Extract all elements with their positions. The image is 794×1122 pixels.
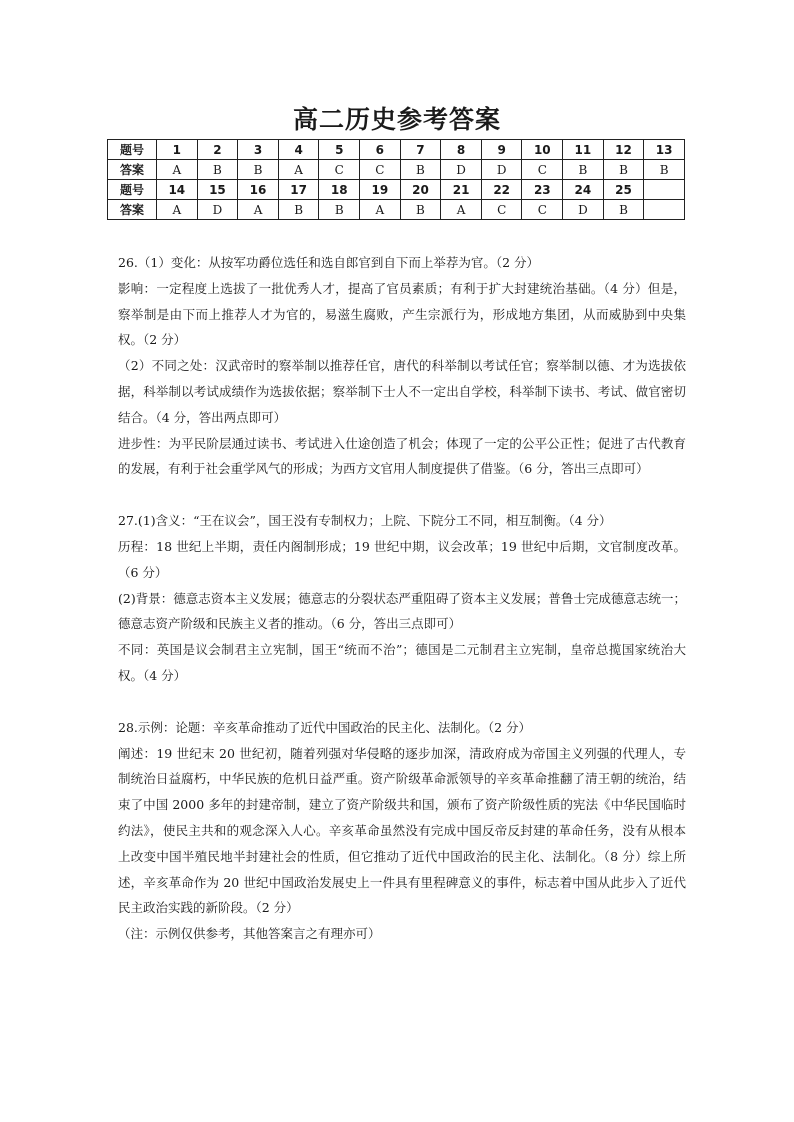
row-label: 题号 — [108, 140, 157, 160]
answer-cell: D — [481, 160, 522, 180]
question-number: 5 — [319, 140, 360, 160]
question-number: 22 — [481, 180, 522, 200]
question-number: 14 — [157, 180, 198, 200]
answer-cell: B — [400, 160, 441, 180]
answer-cell: B — [644, 160, 685, 180]
answer-cell: B — [603, 200, 644, 220]
answer-cell: B — [400, 200, 441, 220]
question-number: 25 — [603, 180, 644, 200]
spacer — [118, 689, 686, 715]
spacer — [118, 482, 686, 508]
question-number: 20 — [400, 180, 441, 200]
answer-cell: C — [319, 160, 360, 180]
question-number: 16 — [238, 180, 279, 200]
answer-cell: C — [481, 200, 522, 220]
answer-table — [107, 139, 685, 220]
question-number: 24 — [563, 180, 604, 200]
answer-cell: C — [522, 160, 563, 180]
paragraph: 28.示例：论题：辛亥革命推动了近代中国政治的民主化、法制化。（2 分） — [118, 719, 532, 735]
question-number — [644, 180, 685, 200]
question-26-answer — [118, 250, 686, 482]
table-row — [108, 160, 685, 180]
question-number: 11 — [563, 140, 604, 160]
question-number: 1 — [157, 140, 198, 160]
answer-cell: B — [238, 160, 279, 180]
paragraph: 阐述：19 世纪末 20 世纪初，随着列强对华侵略的逐步加深，清政府成为帝国主义列强的代理人，专制统治日益腐朽，中华民族的危机日益严重。资产阶级革命派领导的辛亥革命推翻了清王朝的统治，结束了中国 2000 多年的封建帝制，建立了资产阶级共和国，颁布了资产阶级性质的宪法《中华民国临时约法》，使民主共和的观念深入人心。辛亥革命虽然没有完成中国反帝反封建的革命任务，没有从根本上改变中国半殖民地半封建社会的性质，但它推动了近代中国政治的民主化、法制化。（8 分）综上所述，辛亥革命作为 20 世纪中国政治发展史上一件具有里程碑意义的事件，标志着中国从此步入了近代民主政治实践的新阶段。（2 分） — [118, 745, 686, 916]
question-number: 6 — [360, 140, 401, 160]
question-number: 7 — [400, 140, 441, 160]
paragraph: 27.(1)含义：“王在议会”，国王没有专制权力；上院、下院分工不同，相互制衡。（4 分） — [118, 513, 612, 529]
answer-cell: B — [319, 200, 360, 220]
answer-cell: B — [563, 160, 604, 180]
question-number: 8 — [441, 140, 482, 160]
question-number: 4 — [278, 140, 319, 160]
question-number: 15 — [197, 180, 238, 200]
page-title: 高二历史参考答案 — [292, 105, 501, 134]
table-row — [108, 180, 685, 200]
answer-cell: D — [563, 200, 604, 220]
question-number: 23 — [522, 180, 563, 200]
paragraph: (2)背景：德意志资本主义发展；德意志的分裂状态严重阻碍了资本主义发展；普鲁士完成德意志统一；德意志资产阶级和民族主义者的推动。（6 分，答出三点即可） — [118, 590, 686, 632]
question-number: 3 — [238, 140, 279, 160]
answer-cell: A — [238, 200, 279, 220]
question-27-answer — [118, 508, 686, 689]
answer-cell: B — [197, 160, 238, 180]
row-label: 题号 — [108, 180, 157, 200]
table-row — [108, 140, 685, 160]
paragraph: 进步性：为平民阶层通过读书、考试进入仕途创造了机会；体现了一定的公平公正性；促进了古代教育的发展，有利于社会重学风气的形成；为西方文官用人制度提供了借鉴。（6 分，答出三点即可） — [118, 435, 686, 477]
answer-cell: C — [360, 160, 401, 180]
paragraph: 历程：18 世纪上半期，责任内阁制形成；19 世纪中期，议会改革；19 世纪中后期，文官制度改革。（6 分） — [118, 538, 686, 580]
answer-cell: A — [441, 200, 482, 220]
question-number: 2 — [197, 140, 238, 160]
table-row — [108, 200, 685, 220]
question-number: 21 — [441, 180, 482, 200]
paragraph: （注：示例仅供参考，其他答案言之有理亦可） — [118, 926, 381, 942]
question-28-answer — [118, 715, 686, 947]
question-number: 19 — [360, 180, 401, 200]
answer-cell: A — [278, 160, 319, 180]
question-number: 9 — [481, 140, 522, 160]
answer-cell: A — [157, 160, 198, 180]
question-number: 18 — [319, 180, 360, 200]
answer-body — [118, 250, 686, 947]
answer-cell: A — [360, 200, 401, 220]
paragraph: 不同：英国是议会制君主立宪制，国王“统而不治”；德国是二元制君主立宪制，皇帝总揽国家统治大权。（4 分） — [118, 642, 686, 683]
answer-cell — [644, 200, 685, 220]
question-number: 17 — [278, 180, 319, 200]
question-number: 10 — [522, 140, 563, 160]
paragraph: 26.（1）变化：从按军功爵位选任和选自郎官到自下而上举荐为官。（2 分） — [118, 255, 540, 270]
answer-cell: A — [157, 200, 198, 220]
row-label: 答案 — [108, 160, 157, 180]
question-number: 13 — [644, 140, 685, 160]
question-number: 12 — [603, 140, 644, 160]
answer-cell: D — [197, 200, 238, 220]
paragraph: 影响：一定程度上选拔了一批优秀人才，提高了官员素质；有利于扩大封建统治基础。（4 分）但是，察举制是由下而上推荐人才为官的，易滋生腐败，产生宗派行为，形成地方集团，从而威胁到中央集权。（2 分） — [118, 280, 686, 348]
answer-cell: B — [278, 200, 319, 220]
paragraph: （2）不同之处：汉武帝时的察举制以推荐任官，唐代的科举制以考试任官；察举制以德、才为选拔依据，科举制以考试成绩作为选拔依据；察举制下士人不一定出自学校，科举制下读书、考试、做官密切结合。（4 分，答出两点即可） — [118, 358, 686, 425]
answer-cell: D — [441, 160, 482, 180]
answer-cell: B — [603, 160, 644, 180]
answer-cell: C — [522, 200, 563, 220]
row-label: 答案 — [108, 200, 157, 220]
